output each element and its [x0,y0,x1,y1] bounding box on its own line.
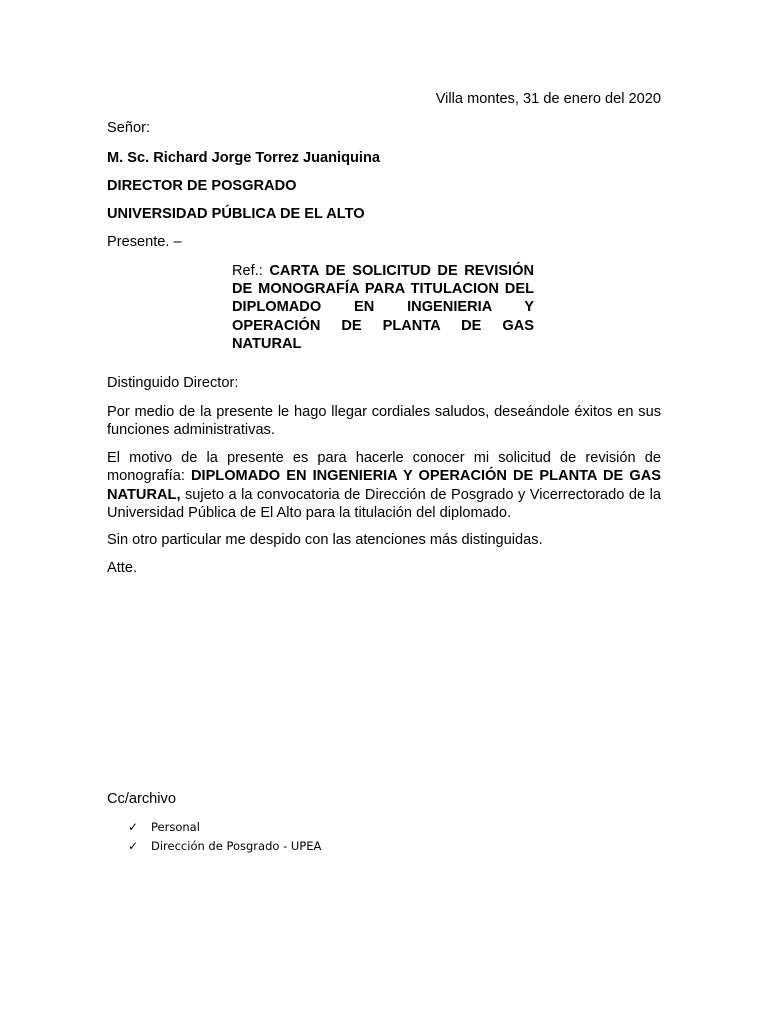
paragraph-2 [107,449,661,523]
cc-item-text: Dirección de Posgrado - UPEA [151,839,322,853]
ref-subject: CARTA DE SOLICITUD DE REVISIÓN DE MONOGRAFÍA PARA TITULACION DEL DIPLOMADO EN INGENIERIA Y OPERACIÓN DE PLANTA DE GAS NATURAL [232,263,534,352]
reference-block [232,262,534,353]
cc-item-text: Personal [151,820,200,834]
ref-label: Ref.: [232,263,263,279]
cc-label: Cc/archivo [107,791,176,807]
cc-item-direccion [128,837,321,856]
salutation: Señor: [107,120,150,136]
cc-item-personal [128,818,321,837]
presente-line: Presente. – [107,234,182,250]
institution-name: UNIVERSIDAD PÚBLICA DE EL ALTO [107,206,365,222]
check-icon: ✓ [128,839,139,853]
check-icon: ✓ [128,820,139,834]
cc-list [128,818,321,856]
paragraph-2-rest: sujeto a la convocatoria de Dirección de Posgrado y Vicerrectorado de la Universidad Pública de El Alto para la titulación del diplomado. [107,486,661,522]
paragraph-2-intro: El motivo de la presente es para hacerle conocer mi solicitud de revisión de monografía: [107,450,661,485]
greeting: Distinguido Director: [107,375,239,391]
letter-date: Villa montes, 31 de enero del 2020 [435,91,661,107]
paragraph-1: Por medio de la presente le hago llegar cordiales saludos, deseándole éxitos en sus funciones administrativas. [107,404,661,439]
recipient-title: DIRECTOR DE POSGRADO [107,178,297,194]
recipient-name: M. Sc. Richard Jorge Torrez Juaniquina [107,150,381,166]
closing-line: Sin otro particular me despido con las atenciones más distinguidas. [107,532,543,548]
sign-off: Atte. [107,560,138,576]
paragraph-2-bold: DIPLOMADO EN INGENIERIA Y OPERACIÓN DE PLANTA DE GAS NATURAL, [107,468,661,503]
